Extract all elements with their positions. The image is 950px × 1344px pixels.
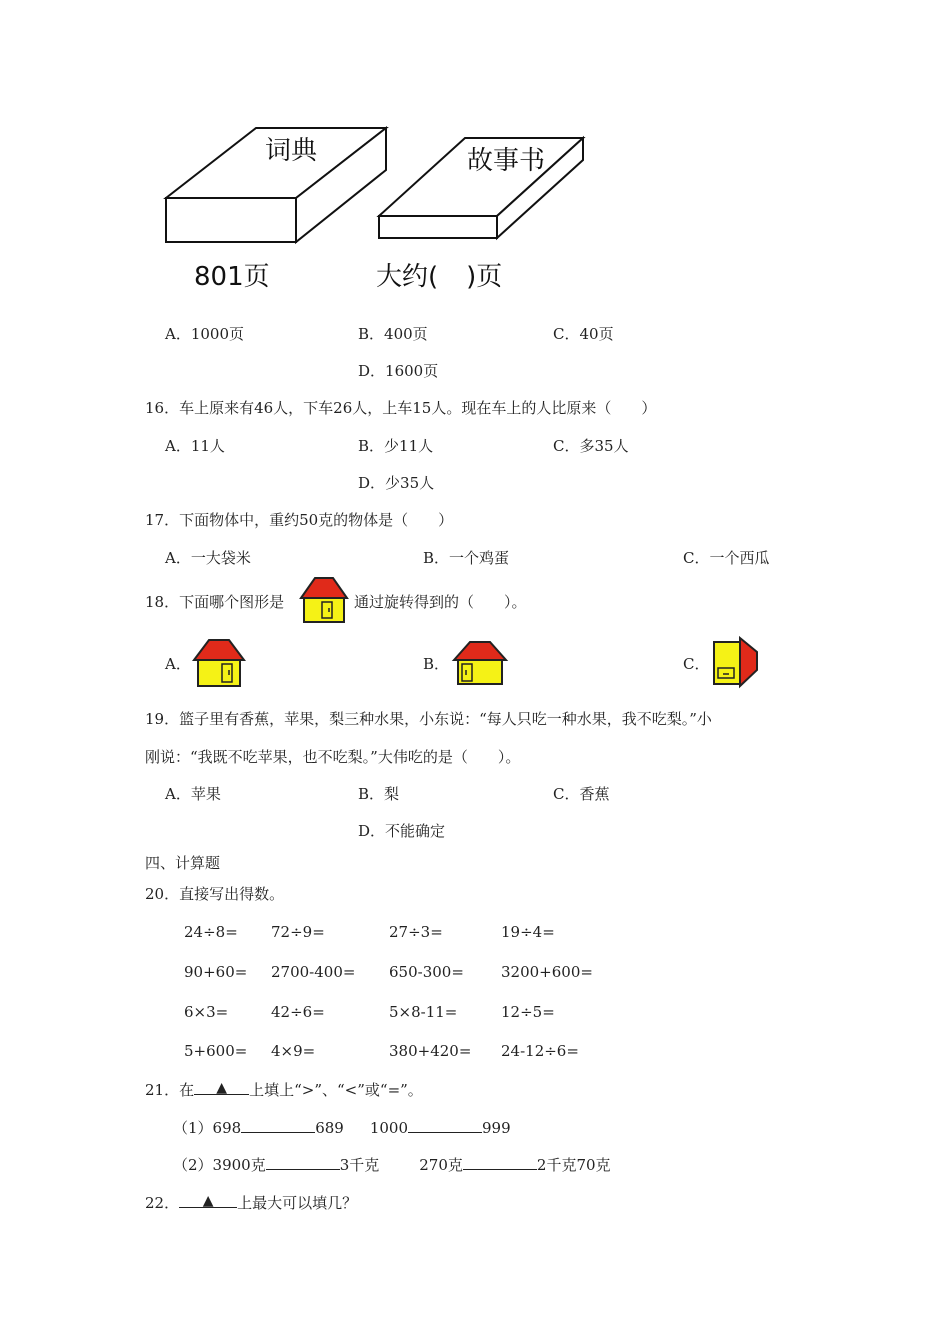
calc-problem: 90+60=: [184, 963, 248, 981]
answer-blank[interactable]: [408, 1118, 482, 1133]
q21-item2: （2）3900克 3千克 270克 2千克70克: [173, 1156, 611, 1174]
q16-option-d[interactable]: D．少35人: [358, 474, 435, 492]
q18-question-before: 18．下面哪个图形是: [145, 593, 285, 611]
calc-problem: 380+420=: [389, 1042, 472, 1060]
calc-problem: 650-300=: [389, 963, 464, 981]
q17-option-b[interactable]: B．一个鸡蛋: [423, 549, 510, 567]
calc-problem: 4×9=: [271, 1042, 316, 1060]
q16-option-a[interactable]: A．11人: [165, 437, 225, 455]
calc-problem: 24÷8=: [184, 923, 238, 941]
house-option-c-icon[interactable]: [711, 636, 761, 688]
q19-option-b[interactable]: B．梨: [358, 785, 400, 803]
q18-option-b[interactable]: B．: [423, 655, 450, 673]
calc-problem: 5×8-11=: [389, 1003, 458, 1021]
q21-item1: （1）698 689 1000 999: [173, 1119, 511, 1137]
dictionary-pages: 801页: [194, 262, 270, 292]
q15-option-b[interactable]: B．400页: [358, 325, 428, 343]
reference-house-icon: [298, 574, 350, 624]
calc-problem: 5+600=: [184, 1042, 248, 1060]
house-option-b-icon[interactable]: [452, 640, 508, 686]
q15-option-c[interactable]: C．40页: [553, 325, 614, 343]
calc-problem: 2700-400=: [271, 963, 356, 981]
q15-option-a[interactable]: A．1000页: [165, 325, 245, 343]
calc-problem: 24-12÷6=: [501, 1042, 579, 1060]
triangle-blank: ▲: [179, 1193, 237, 1208]
triangle-blank: ▲: [194, 1080, 249, 1095]
storybook-label: 故事书: [467, 146, 546, 176]
answer-blank[interactable]: [463, 1155, 537, 1170]
calc-problem: 6×3=: [184, 1003, 229, 1021]
calc-problem: 27÷3=: [389, 923, 443, 941]
q18-question-after: 通过旋转得到的（ ）。: [354, 593, 527, 611]
q17-question: 17．下面物体中，重约50克的物体是（ ）: [145, 511, 454, 529]
calc-problem: 19÷4=: [501, 923, 555, 941]
q19-option-d[interactable]: D．不能确定: [358, 822, 446, 840]
calc-problem: 3200+600=: [501, 963, 593, 981]
q19-option-c[interactable]: C．香蕉: [553, 785, 610, 803]
q18-option-a[interactable]: A．: [165, 655, 191, 673]
q19-option-a[interactable]: A．苹果: [165, 785, 221, 803]
q19-question-line2: 刚说：“我既不吃苹果，也不吃梨。”大伟吃的是（ ）。: [145, 748, 521, 766]
answer-blank[interactable]: [266, 1155, 340, 1170]
q20-question: 20．直接写出得数。: [145, 885, 285, 903]
q18-option-c[interactable]: C．: [683, 655, 710, 673]
section-heading: 四、计算题: [145, 854, 221, 872]
storybook-pages: 大约( )页: [376, 262, 503, 292]
q16-question: 16．车上原来有46人，下车26人，上车15人。现在车上的人比原来（ ）: [145, 399, 657, 417]
q21-question: 21．在 ▲ 上填上“>”、“<”或“=”。: [145, 1080, 423, 1099]
dictionary-label: 词典: [265, 136, 318, 166]
q17-option-a[interactable]: A．一大袋米: [165, 549, 251, 567]
calc-problem: 12÷5=: [501, 1003, 555, 1021]
calc-problem: 72÷9=: [271, 923, 325, 941]
q22-question: 22． ▲ 上最大可以填几？: [145, 1193, 358, 1212]
q17-option-c[interactable]: C．一个西瓜: [683, 549, 770, 567]
house-option-a-icon[interactable]: [192, 638, 246, 688]
calc-problem: 42÷6=: [271, 1003, 325, 1021]
q16-option-b[interactable]: B．少11人: [358, 437, 434, 455]
q19-question-line1: 19．篮子里有香蕉，苹果，梨三种水果，小东说：“每人只吃一种水果，我不吃梨。”小: [145, 710, 712, 728]
answer-blank[interactable]: [241, 1118, 315, 1133]
q16-option-c[interactable]: C．多35人: [553, 437, 629, 455]
q15-option-d[interactable]: D．1600页: [358, 362, 439, 380]
